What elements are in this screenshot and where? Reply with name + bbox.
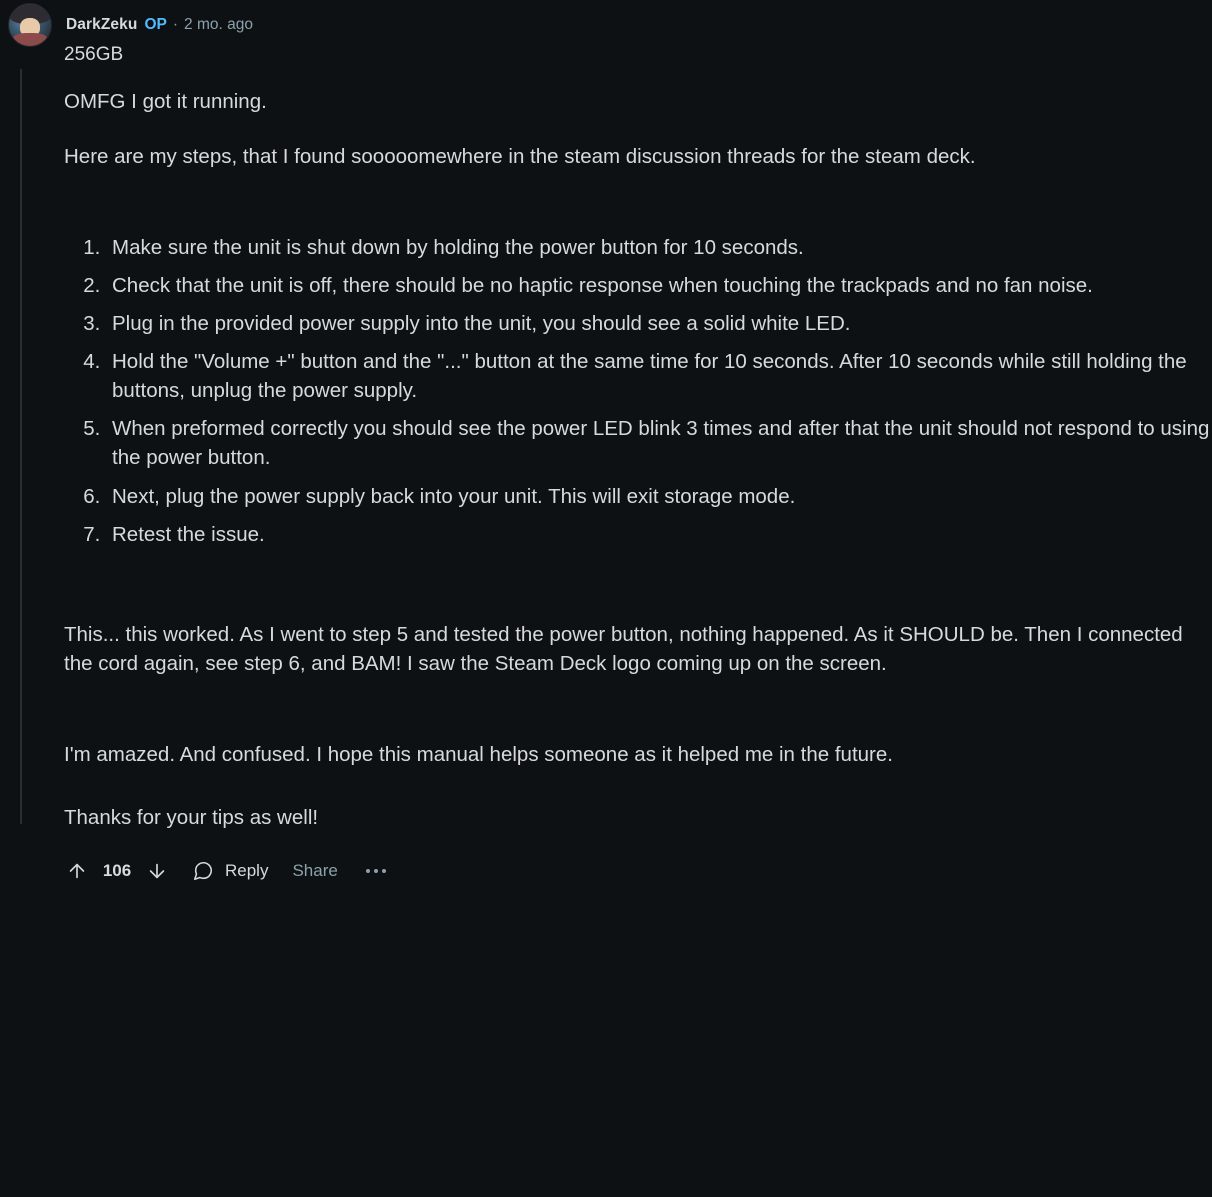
list-item: 3. Plug in the provided power supply into the unit, you should see a solid white LED. xyxy=(106,309,1212,338)
more-options-icon[interactable] xyxy=(362,858,390,884)
comment-bubble-icon xyxy=(190,858,216,884)
list-item: 1. Make sure the unit is shut down by holding the power button for 10 seconds. xyxy=(106,233,1212,262)
paragraph-after-steps: This... this worked. As I went to step 5 and tested the power button, nothing happened. As it SHOULD be. Then I connected the cord again, see step 6, and BAM! I saw the Steam Deck logo coming up on the screen. xyxy=(64,622,1183,675)
comment-header xyxy=(8,0,1212,40)
comment-action-bar xyxy=(64,832,1212,898)
comment-body xyxy=(20,69,1212,833)
list-item: 7. Retest the issue. xyxy=(106,520,1212,549)
paragraph-intro: OMFG I got it running. xyxy=(64,89,267,113)
spacer xyxy=(64,558,1212,620)
reply-label: Reply xyxy=(225,861,269,881)
avatar[interactable] xyxy=(8,3,52,47)
arrow-up-icon[interactable] xyxy=(64,858,90,884)
vote-group xyxy=(64,858,170,884)
reply-button[interactable] xyxy=(190,858,268,884)
spacer xyxy=(64,116,1212,142)
separator-dot: · xyxy=(172,16,179,33)
arrow-down-icon[interactable] xyxy=(144,858,170,884)
paragraph-amazed: I'm amazed. And confused. I hope this manual helps someone as it helped me in the future. xyxy=(64,743,893,767)
list-item: 4. Hold the "Volume +" button and the "..." button at the same time for 10 seconds. After 10 seconds while still holding the buttons, unplug the power supply. xyxy=(106,347,1212,405)
spacer xyxy=(64,171,1212,233)
vote-score: 106 xyxy=(102,861,132,881)
paragraph-thanks: Thanks for your tips as well! xyxy=(64,806,319,830)
spacer xyxy=(64,678,1212,740)
comment-author[interactable]: DarkZeku xyxy=(66,16,138,33)
list-item: 6. Next, plug the power supply back into your unit. This will exit storage mode. xyxy=(106,482,1212,511)
comment-timestamp: 2 mo. ago xyxy=(184,16,253,33)
op-badge: OP xyxy=(144,16,167,33)
paragraph-steps-lead: Here are my steps, that I found sooooomewhere in the steam discussion threads for the steam deck. xyxy=(64,144,976,168)
user-flair: 256GB xyxy=(64,44,124,65)
avatar-body xyxy=(13,33,47,46)
share-label: Share xyxy=(292,861,338,881)
steps-list xyxy=(64,233,1212,549)
list-item: 2. Check that the unit is off, there should be no haptic response when touching the trackpads and no fan noise. xyxy=(106,271,1212,300)
list-item: 5. When preformed correctly you should see the power LED blink 3 times and after that the unit should not respond to using the power button. xyxy=(106,414,1212,472)
spacer xyxy=(64,769,1212,803)
share-button[interactable] xyxy=(292,861,337,881)
thread-collapse-line[interactable] xyxy=(20,69,22,825)
